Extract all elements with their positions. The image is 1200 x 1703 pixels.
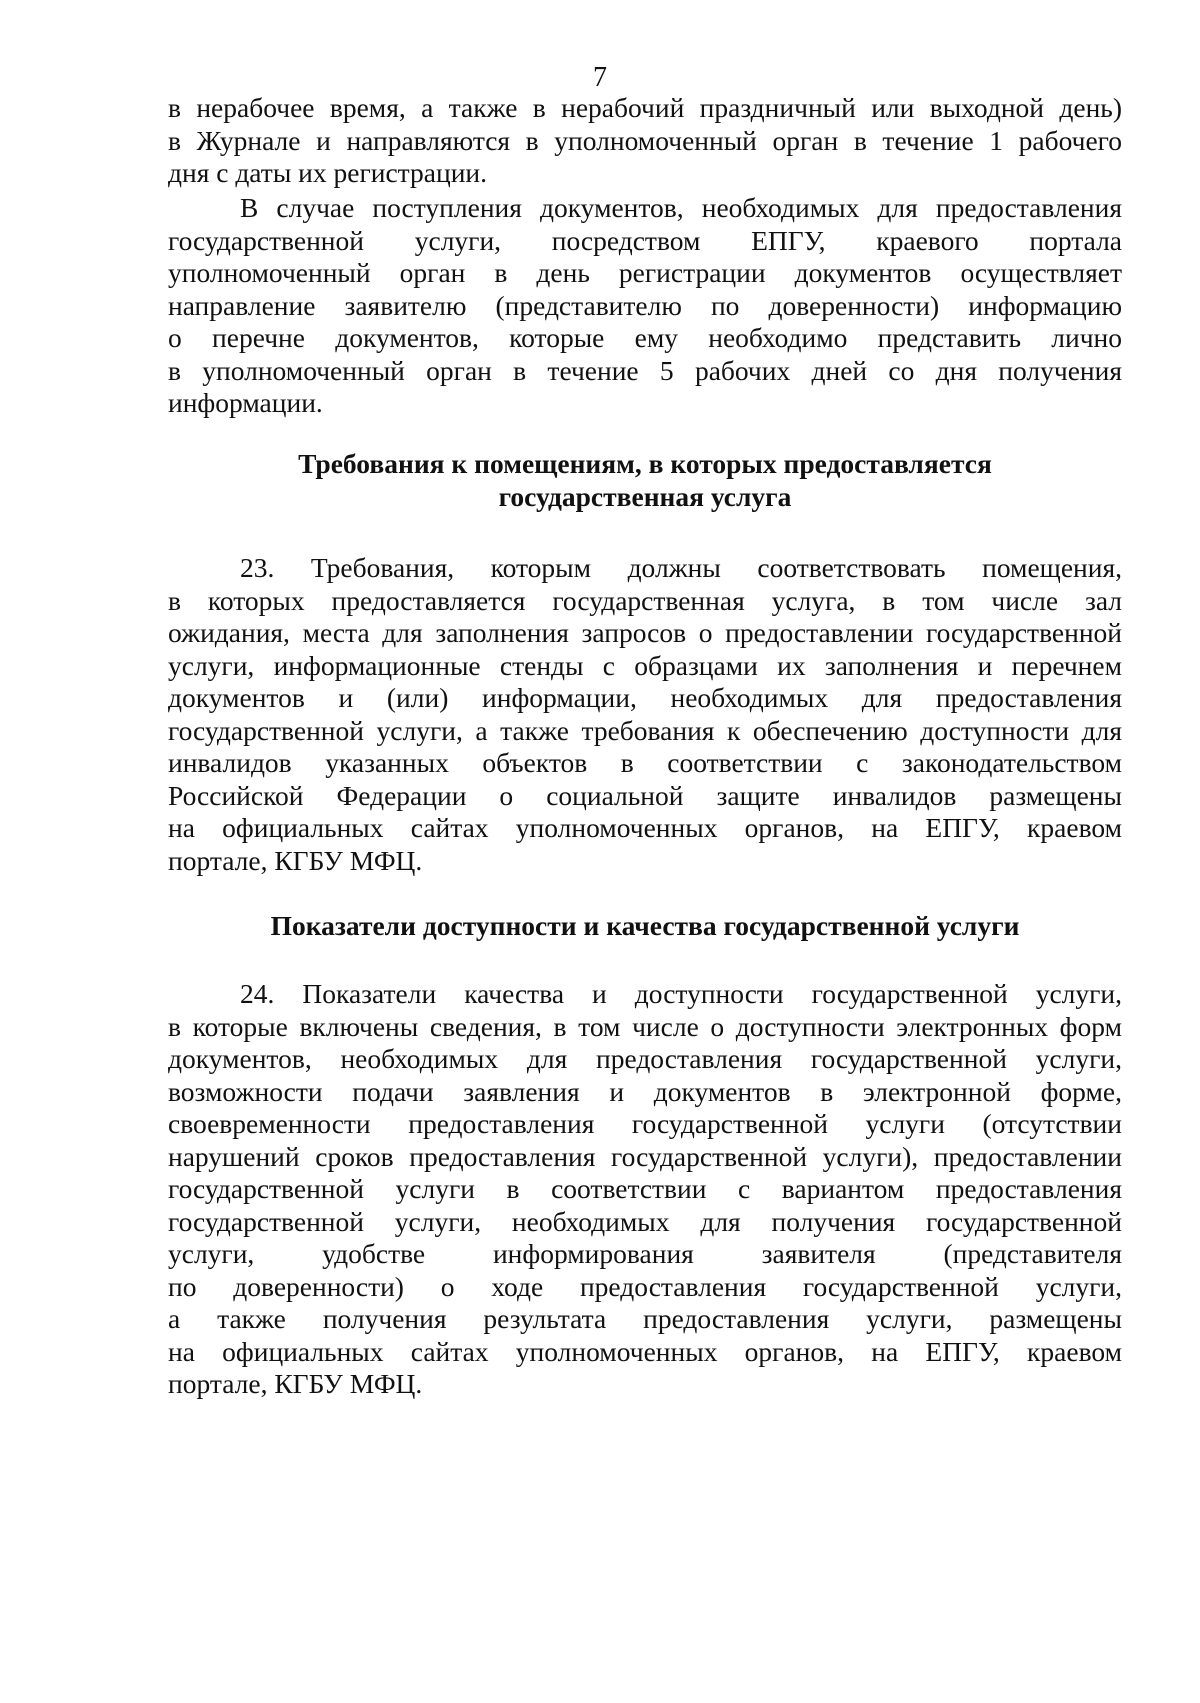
section-heading-premises — [168, 448, 1122, 513]
heading-line: Требования к помещениям, в которых предоставляется — [298, 448, 992, 479]
paragraph-line: документов, необходимых для предоставления государственной услуги, — [168, 1043, 1122, 1074]
paragraph-item-24 — [168, 978, 1122, 1401]
paragraph-line: уполномоченный орган в день регистрации документов осуществляет — [168, 257, 1122, 288]
heading-line: Показатели доступности и качества государственной услуги — [270, 910, 1020, 941]
paragraph-line: 23. Требования, которым должны соответствовать помещения, — [240, 552, 1122, 583]
paragraph-line: государственной услуги, необходимых для получения государственной — [168, 1205, 1122, 1237]
paragraph-line: своевременности предоставления государственной услуги (отсутствии — [168, 1108, 1122, 1139]
paragraph-line: на официальных сайтах уполномоченных органов, на ЕПГУ, краевом — [168, 812, 1122, 843]
paragraph-line: документов и (или) информации, необходимых для предоставления — [168, 682, 1122, 713]
paragraph-line: в нерабочее время, а также в нерабочий праздничный или выходной день) — [168, 92, 1122, 123]
paragraph-line: государственной услуги, посредством ЕПГУ, краевого портала — [168, 224, 1122, 256]
paragraph-line: портале, КГБУ МФЦ. — [168, 1368, 423, 1399]
heading-line: государственная услуга — [498, 480, 792, 512]
paragraph-line: инвалидов указанных объектов в соответствии с законодательством — [168, 747, 1122, 778]
paragraph-line: нарушений сроков предоставления государственной услуги), предоставлении — [168, 1140, 1122, 1172]
paragraph-line: в уполномоченный орган в течение 5 рабочих дней со дня получения — [168, 354, 1122, 386]
paragraph-line: по доверенности) о ходе предоставления государственной услуги, — [168, 1270, 1122, 1302]
paragraph-line: государственной услуги, а также требования к обеспечению доступности для — [168, 714, 1122, 746]
paragraph-line: дня с даты их регистрации. — [168, 157, 488, 188]
paragraph-line: В случае поступления документов, необходимых для предоставления — [240, 192, 1122, 223]
paragraph-item-23 — [168, 552, 1122, 877]
paragraph-continuation — [168, 92, 1122, 190]
paragraph-line: Российской Федерации о социальной защите инвалидов размещены — [168, 779, 1122, 811]
page-number: 7 — [593, 62, 607, 93]
section-heading-quality — [168, 910, 1122, 943]
paragraph-line: информации. — [168, 387, 323, 418]
paragraph-line: государственной услуги в соответствии с вариантом предоставления — [168, 1173, 1122, 1204]
paragraph-line: возможности подачи заявления и документов в электронной форме, — [168, 1075, 1122, 1107]
paragraph-line: в Журнале и направляются в уполномоченный орган в течение 1 рабочего — [168, 124, 1122, 156]
paragraph-line: ожидания, места для заполнения запросов о предоставлении государственной — [168, 617, 1122, 648]
paragraph-line: направление заявителю (представителю по доверенности) информацию — [168, 289, 1122, 321]
paragraph-line: услуги, удобстве информирования заявителя (представителя — [168, 1238, 1122, 1269]
paragraph-line: а также получения результата предоставления услуги, размещены — [168, 1303, 1122, 1334]
paragraph-line: в которые включены сведения, в том числе о доступности электронных форм — [168, 1010, 1122, 1042]
paragraph-line: портале, КГБУ МФЦ. — [168, 844, 423, 876]
paragraph-electronic-submission — [168, 192, 1122, 420]
paragraph-line: услуги, информационные стенды с образцами их заполнения и перечнем — [168, 649, 1122, 681]
paragraph-line: 24. Показатели качества и доступности государственной услуги, — [240, 978, 1122, 1009]
paragraph-line: в которых предоставляется государственная услуга, в том числе зал — [168, 584, 1122, 616]
paragraph-line: о перечне документов, которые ему необходимо представить лично — [168, 322, 1122, 353]
paragraph-line: на официальных сайтах уполномоченных органов, на ЕПГУ, краевом — [168, 1335, 1122, 1367]
